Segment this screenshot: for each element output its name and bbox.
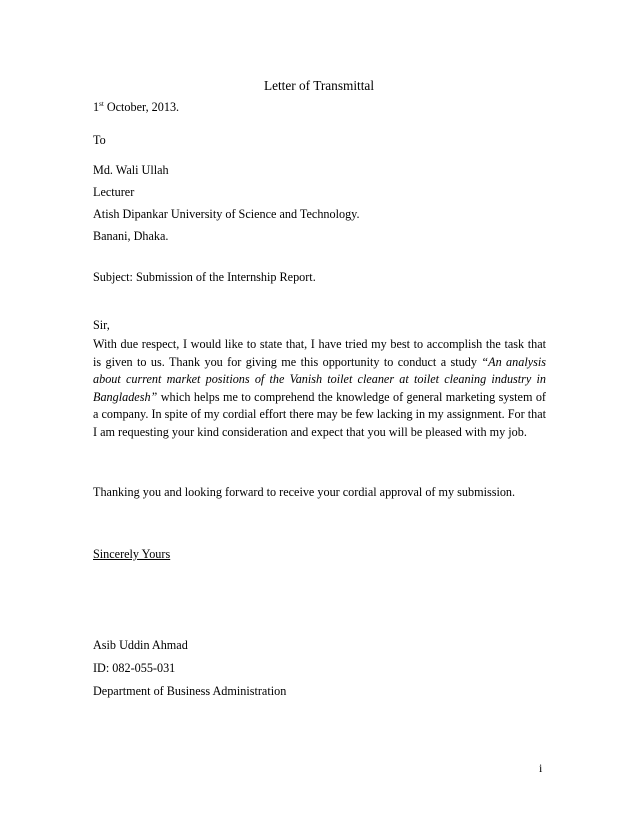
recipient-institution: Atish Dipankar University of Science and Technology. [93, 207, 360, 221]
to-label: To [93, 133, 106, 147]
body-text-1: With due respect, I would like to state that, I have tried my best to accomplish the task that is given to us. Thank you for giving me this opportunity to conduct a study [93, 337, 546, 369]
recipient-location: Banani, Dhaka. [93, 229, 169, 243]
closing-line: Thanking you and looking forward to receive your cordial approval of my submission. [93, 485, 516, 499]
body-text-2: which helps me to comprehend the knowledge of general marketing system of a company. In spite of my cordial effort there may be few lacking in my assignment. For that I am requesting your kind consideration and expect that you will be pleased with my job. [93, 389, 546, 439]
date-suffix: st [99, 99, 104, 108]
study-title: “An analysis about current market positions of the Vanish toilet cleaner at toilet cleaning industry in Bangladesh” [93, 354, 547, 404]
sign-off: Sincerely Yours [93, 547, 171, 561]
letter-title: Letter of Transmittal [263, 78, 375, 93]
body-paragraph [93, 336, 546, 441]
recipient-name: Md. Wali Ullah [93, 163, 169, 177]
page-number: i [539, 761, 543, 775]
sender-department: Department of Business Administration [93, 684, 287, 698]
subject-line: Subject: Submission of the Internship Report. [93, 270, 316, 284]
date-day: 1 [93, 100, 100, 114]
letter-date [93, 100, 179, 115]
sender-id: ID: 082-055-031 [93, 661, 176, 675]
recipient-position: Lecturer [93, 185, 135, 199]
sender-name: Asib Uddin Ahmad [93, 638, 188, 652]
salutation: Sir, [93, 318, 110, 332]
date-rest: October, 2013. [103, 100, 180, 114]
